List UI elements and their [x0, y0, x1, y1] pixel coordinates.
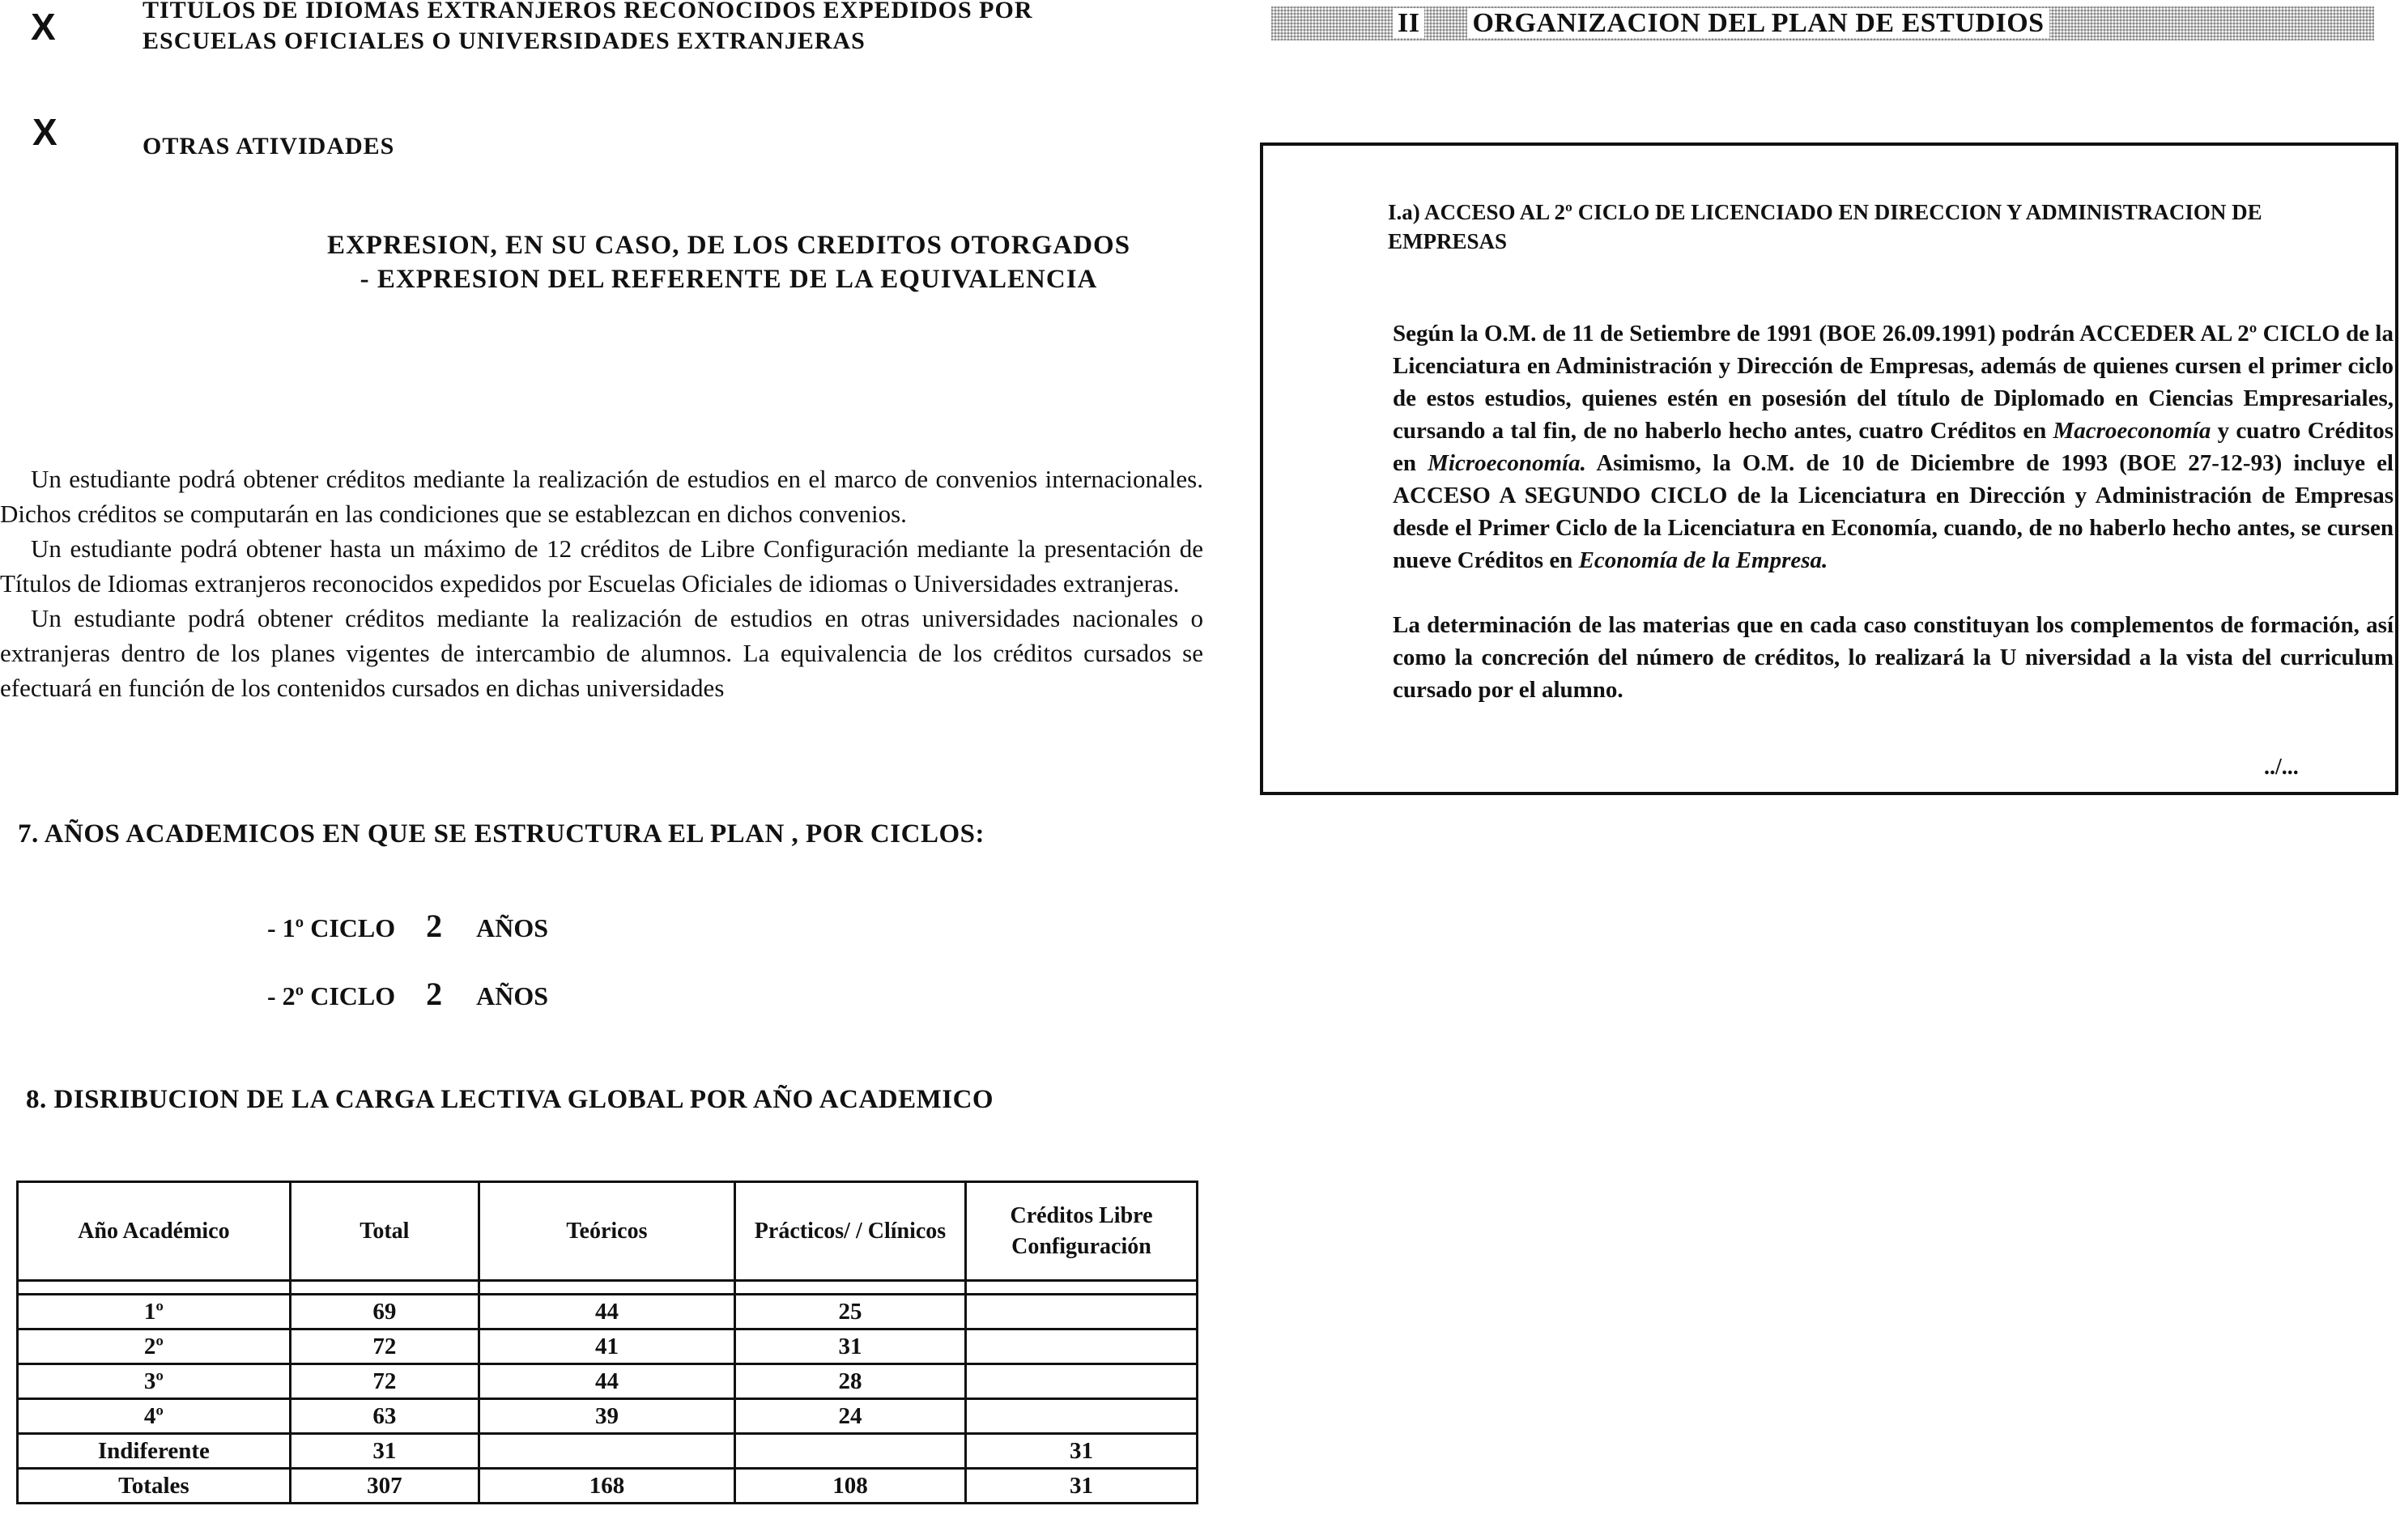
cell-practicos: 31	[735, 1329, 966, 1364]
credits-heading-line2: - EXPRESION DEL REFERENTE DE LA EQUIVALENCIA	[360, 265, 1098, 294]
cell-teoricos: 39	[479, 1399, 734, 1434]
cell-practicos: 108	[735, 1469, 966, 1504]
table-row	[18, 1295, 1198, 1329]
cycle-label: - 2º CICLO	[267, 981, 396, 1010]
cell-total: 63	[290, 1399, 479, 1434]
access-box-heading: I.a) ACCESO AL 2º CICLO DE LICENCIADO EN DIRECCION Y ADMINISTRACION DE EMPRESAS	[1388, 200, 2262, 253]
cycle-unit: AÑOS	[476, 913, 549, 942]
banner-title: ORGANIZACION DEL PLAN DE ESTUDIOS	[1467, 8, 2049, 38]
cycle-unit: AÑOS	[476, 981, 549, 1010]
cell-year: 2º	[18, 1329, 291, 1364]
access-paragraph-1: Según la O.M. de 11 de Setiembre de 1991 (BOE 26.09.1991) podrán ACCEDER AL 2º CICLO de la Licenciatura en Administración y Dirección de Empresas, además de quienes cursen el primer ciclo de estos estudios, quienes estén en posesión del título de Diplomado en Ciencias Empresariales, cursando a tal fin, de no haberlo hecho antes, cuatro Créditos en Macroeconomía y cuatro Créditos en Microeconomía. Asimismo, la O.M. de 10 de Diciembre de 1993 (BOE 27-12-93) incluye el ACCESO A SEGUNDO CICLO de la Licenciatura en Dirección y Administración de Empresas desde el Primer Ciclo de la Licenciatura en Economía, cuando, de no haberlo hecho antes, se cursen nueve Créditos en Economía de la Empresa.	[1393, 321, 2394, 573]
cell-total: 307	[290, 1469, 479, 1504]
cell-practicos: 25	[735, 1295, 966, 1329]
cell-year: 3º	[18, 1364, 291, 1399]
header-total: Total	[290, 1182, 479, 1281]
cycle-years: 2	[426, 908, 443, 944]
access-paragraph-2: La determinación de las materias que en cada caso constituyan los complementos de formación, así como la concreción del número de créditos, lo realizará la U niversidad a la vista del curriculum cursado por el alumno.	[1393, 612, 2394, 703]
section7-title: 7. AÑOS ACADEMICOS EN QUE SE ESTRUCTURA EL PLAN , POR CICLOS:	[18, 819, 985, 849]
paragraph-convenios: Un estudiante podrá obtener créditos mediante la realización de estudios en el marco de convenios internacionales. Dichos créditos se computarán en las condiciones que se establezcan en dichos convenios.	[0, 465, 1203, 528]
checkbox-mark-idiomas: X	[31, 6, 56, 48]
header-creditos-libre: Créditos Libre Configuración	[965, 1182, 1197, 1281]
cell-libre: 31	[965, 1434, 1197, 1469]
cell-total: 69	[290, 1295, 479, 1329]
cell-practicos	[735, 1434, 966, 1469]
credits-heading-line1: EXPRESION, EN SU CASO, DE LOS CREDITOS OTORGADOS	[326, 231, 1131, 260]
table-row-totals	[18, 1469, 1198, 1504]
item-titulos-idiomas	[143, 0, 1033, 57]
cell-total: 72	[290, 1329, 479, 1364]
checkbox-mark-otras: X	[32, 111, 57, 153]
cell-practicos: 28	[735, 1364, 966, 1399]
item-titulos-idiomas-line1: TITULOS DE IDIOMAS EXTRANJEROS RECONOCIDOS EXPEDIDOS POR	[143, 0, 1033, 23]
header-ano-academico: Año Académico	[18, 1182, 291, 1281]
cell-libre	[965, 1329, 1197, 1364]
table-header-row	[18, 1182, 1198, 1281]
credits-paragraphs	[0, 462, 1203, 705]
cell-total: 31	[290, 1434, 479, 1469]
cell-practicos: 24	[735, 1399, 966, 1434]
cell-libre: 31	[965, 1469, 1197, 1504]
table-row	[18, 1434, 1198, 1469]
cycle-label: - 1º CICLO	[267, 913, 396, 942]
cell-teoricos: 44	[479, 1364, 734, 1399]
cell-libre	[965, 1295, 1197, 1329]
table-row	[18, 1399, 1198, 1434]
credits-heading	[162, 228, 1296, 296]
cell-year: Indiferente	[18, 1434, 291, 1469]
cycle-years: 2	[426, 976, 443, 1012]
cell-year: Totales	[18, 1469, 291, 1504]
access-box-body	[1393, 317, 2394, 706]
banner-number: II	[1393, 8, 1424, 38]
cell-teoricos: 41	[479, 1329, 734, 1364]
cell-total: 72	[290, 1364, 479, 1399]
cell-libre	[965, 1364, 1197, 1399]
cycle-row-1	[267, 907, 548, 945]
header-practicos: Prácticos/ / Clínicos	[735, 1182, 966, 1281]
access-box	[1260, 143, 2398, 795]
table-row	[18, 1364, 1198, 1399]
cell-year: 4º	[18, 1399, 291, 1434]
section-banner	[1271, 6, 2374, 40]
cell-teoricos: 44	[479, 1295, 734, 1329]
header-teoricos: Teóricos	[479, 1182, 734, 1281]
table-gap-row	[18, 1281, 1198, 1295]
item-otras-actividades: OTRAS ATIVIDADES	[143, 133, 395, 160]
paragraph-intercambio: Un estudiante podrá obtener créditos mediante la realización de estudios en otras universidades nacionales o extranjeras dentro de los planes vigentes de intercambio de alumnos. La equivalencia de los créditos cursados se efectuará en función de los contenidos cursados en dichas universidades	[0, 604, 1203, 702]
table-row	[18, 1329, 1198, 1364]
section8-title: 8. DISRIBUCION DE LA CARGA LECTIVA GLOBAL POR AÑO ACADEMICO	[26, 1085, 994, 1114]
cell-year: 1º	[18, 1295, 291, 1329]
cell-teoricos	[479, 1434, 734, 1469]
paragraph-idiomas: Un estudiante podrá obtener hasta un máximo de 12 créditos de Libre Configuración mediante la presentación de Títulos de Idiomas extranjeros reconocidos expedidos por Escuelas Oficiales de idiomas o Universidades extranjeras.	[0, 534, 1203, 598]
carga-lectiva-table	[16, 1181, 1198, 1504]
cycle-row-2	[267, 975, 548, 1013]
item-titulos-idiomas-line2: ESCUELAS OFICIALES O UNIVERSIDADES EXTRANJERAS	[143, 28, 866, 54]
cell-teoricos: 168	[479, 1469, 734, 1504]
continuation-mark: ../...	[2264, 755, 2299, 780]
cell-libre	[965, 1399, 1197, 1434]
